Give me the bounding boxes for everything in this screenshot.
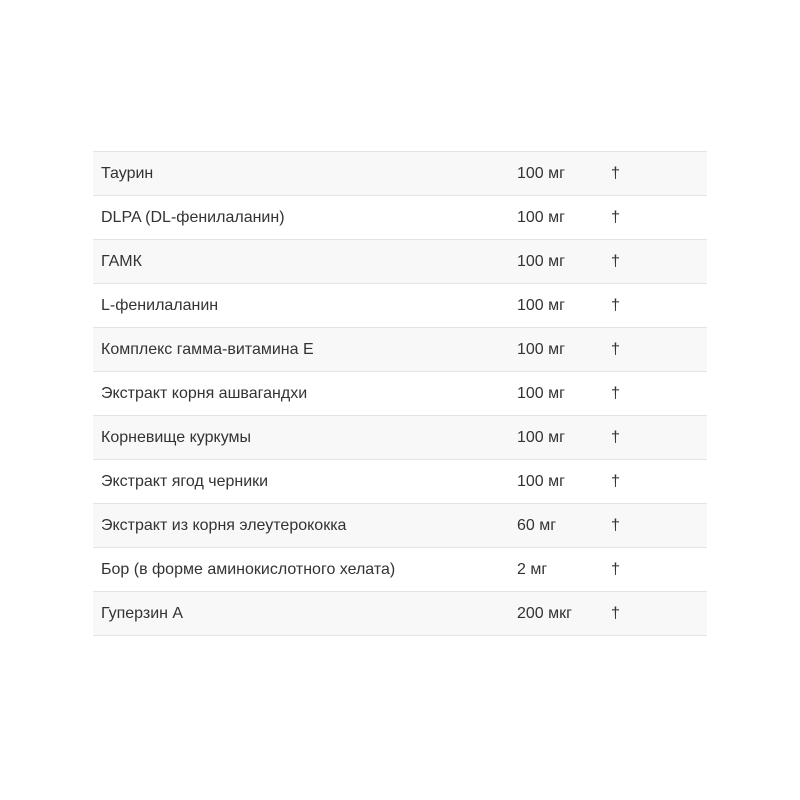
daily-value-marker: † — [611, 560, 620, 578]
daily-value-marker: † — [611, 428, 620, 446]
ingredient-name: Комплекс гамма-витамина Е — [101, 340, 314, 358]
ingredient-amount: 200 мкг — [517, 604, 572, 622]
supplement-facts-table — [93, 151, 707, 636]
ingredient-name: L-фенилаланин — [101, 296, 219, 314]
table-row — [93, 504, 707, 548]
ingredient-name: Экстракт из корня элеутерококка — [101, 516, 347, 534]
ingredient-amount: 100 мг — [517, 472, 565, 490]
ingredient-amount: 100 мг — [517, 296, 565, 314]
daily-value-marker: † — [611, 604, 620, 622]
table-row — [93, 152, 707, 196]
daily-value-marker: † — [611, 208, 620, 226]
table-row — [93, 372, 707, 416]
table-row — [93, 548, 707, 592]
table-row — [93, 328, 707, 372]
ingredient-name: DLPA (DL-фенилаланин) — [101, 208, 285, 226]
ingredient-amount: 100 мг — [517, 208, 565, 226]
table-row — [93, 416, 707, 460]
daily-value-marker: † — [611, 340, 620, 358]
ingredient-amount: 100 мг — [517, 252, 565, 270]
daily-value-marker: † — [611, 252, 620, 270]
ingredient-amount: 100 мг — [517, 384, 565, 402]
ingredient-name: ГАМК — [101, 252, 142, 270]
table-row — [93, 240, 707, 284]
ingredient-name: Экстракт корня ашвагандхи — [101, 384, 308, 402]
daily-value-marker: † — [611, 472, 620, 490]
table-row — [93, 284, 707, 328]
ingredient-amount: 100 мг — [517, 428, 565, 446]
ingredient-amount: 100 мг — [517, 340, 565, 358]
ingredient-amount: 100 мг — [517, 164, 565, 182]
daily-value-marker: † — [611, 516, 620, 534]
table-row — [93, 592, 707, 636]
table-row — [93, 460, 707, 504]
daily-value-marker: † — [611, 164, 620, 182]
ingredient-name: Таурин — [101, 164, 154, 182]
ingredient-name: Бор (в форме аминокислотного хелата) — [101, 560, 396, 578]
daily-value-marker: † — [611, 384, 620, 402]
ingredient-name: Экстракт ягод черники — [101, 472, 269, 490]
ingredient-name: Гуперзин А — [101, 604, 184, 622]
ingredient-amount: 2 мг — [517, 560, 548, 578]
table-row — [93, 196, 707, 240]
daily-value-marker: † — [611, 296, 620, 314]
ingredient-name: Корневище куркумы — [101, 428, 252, 446]
ingredient-amount: 60 мг — [517, 516, 557, 534]
